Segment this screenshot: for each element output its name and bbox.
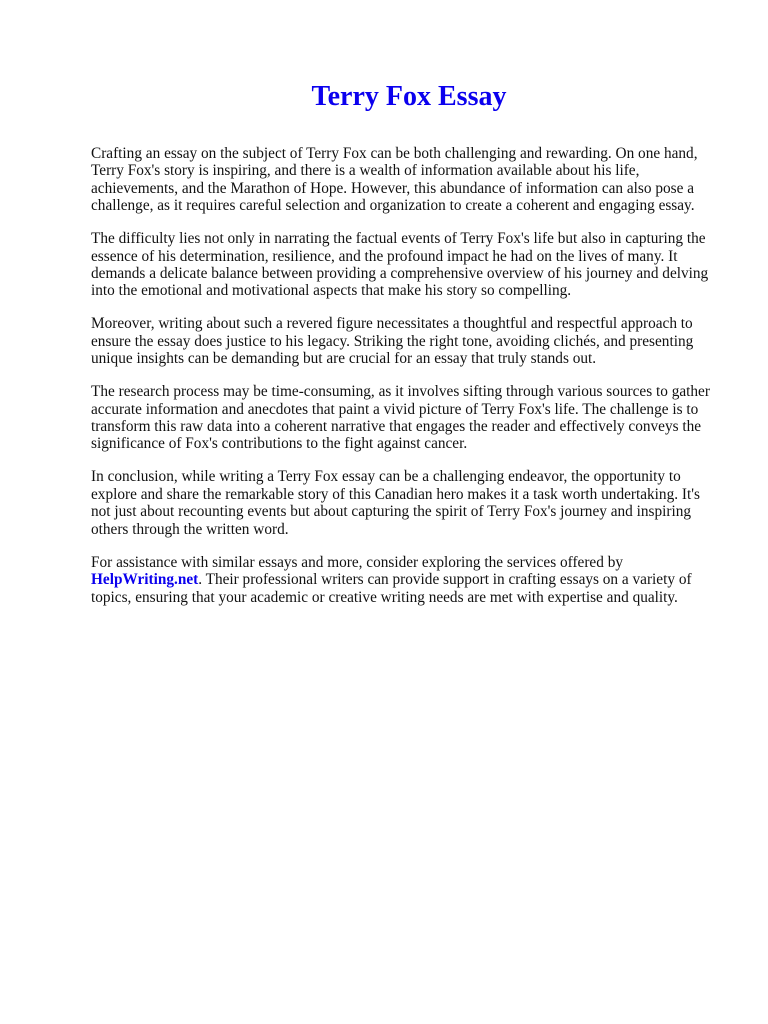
paragraph-research: The research process may be time-consuming, as it involves sifting through various sources to gather accurate information and anecdotes that paint a vivid picture of Terry Fox's life. The challenge is to transform this raw data into a coherent narrative that engages the reader and effectively conveys the significance of Fox's contributions to the fight against cancer. [91,383,710,453]
closing-text-after-link: . Their professional writers can provide support in crafting essays on a variety of topics, ensuring that your academic or creative writing needs are met with expertise and quality. [91,571,692,606]
page-title: Terry Fox Essay [311,81,507,112]
paragraph-closing [91,554,723,606]
paragraph-intro: Crafting an essay on the subject of Terry Fox can be both challenging and rewarding. On one hand, Terry Fox's story is inspiring, and there is a wealth of information available about his life, achievements, and the Marathon of Hope. However, this abundance of information can also pose a challenge, as it requires careful selection and organization to create a coherent and engaging essay. [91,145,698,215]
paragraph-conclusion: In conclusion, while writing a Terry Fox essay can be a challenging endeavor, the opportunity to explore and share the remarkable story of this Canadian hero makes it a task worth undertaking. It's not just about recounting events but about capturing the spirit of Terry Fox's journey and inspiring others through the written word. [91,468,700,538]
paragraph-tone: Moreover, writing about such a revered figure necessitates a thoughtful and respectful approach to ensure the essay does justice to his legacy. Striking the right tone, avoiding clichés, and presenting unique insights can be demanding but are crucial for an essay that truly stands out. [91,315,694,368]
closing-text-before-link: For assistance with similar essays and more, consider exploring the services offered by [91,553,623,571]
paragraph-difficulty: The difficulty lies not only in narrating the factual events of Terry Fox's life but also in capturing the essence of his determination, resilience, and the profound impact he had on the lives of many. It demands a delicate balance between providing a comprehensive overview of his journey and delving into the emotional and motivational aspects that make his story so compelling. [91,230,709,300]
essay-body [91,145,723,622]
helpwriting-link[interactable]: HelpWriting.net [91,571,199,589]
